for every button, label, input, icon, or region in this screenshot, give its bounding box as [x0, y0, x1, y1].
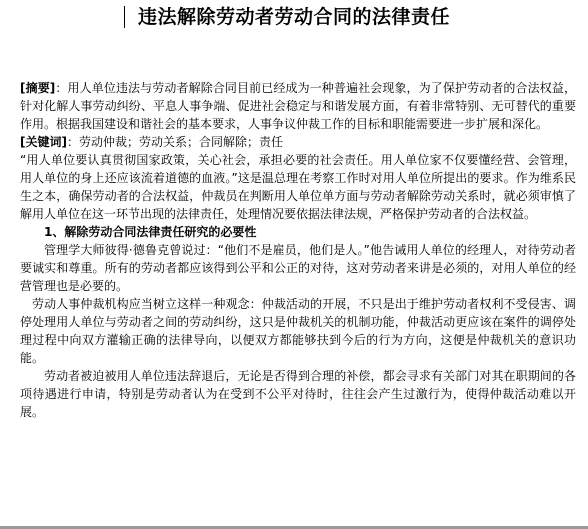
body-paragraph-2: 管理学大师彼得·德鲁克曾说过：“他们不是雇员，他们是人。”他告诫用人单位的经理人，对待劳动者要诚实和尊重。所有的劳动者都应该得到公平和公正的对待，这对劳动者来讲是必须的，对用人单位的经营管理也是必要的。 [20, 243, 576, 293]
document-body [20, 79, 576, 421]
body-paragraph-3: 劳动人事仲裁机构应当树立这样一种观念：仲裁活动的开展，不只是出于维护劳动者权利不受侵害、调停处理用人单位与劳动者之间的劳动纠纷，这只是仲裁机关的机制功能，仲裁活动更应该在案件的调停处理过程中向双方灌输正确的法律导向，以便双方都能够扶到今后的行为方向，这便是仲裁机关的意识功能。 [20, 297, 576, 365]
section-heading: 1、解除劳动合同法律责任研究的必要性 [44, 225, 257, 239]
abstract-text: ：用人单位违法与劳动者解除合同目前已经成为一种普遍社会现象，为了保护劳动者的合法权益，针对化解人事劳动纠纷、平息人事争端、促进社会稳定与和谐发展方面，有着非常特别、无可替代的重要作用。根据我国建设和谐社会的基本要求，人事争议仲裁工作的目标和职能需要进一步扩展和深化。 [20, 81, 576, 131]
keywords-label: [关键词] [20, 135, 67, 149]
abstract-paragraph [20, 79, 576, 133]
keywords-text: ：劳动仲裁；劳动关系；合同解除；责任 [66, 135, 283, 149]
text-cursor [124, 6, 125, 28]
body-paragraph-4: 劳动者被迫被用人单位违法辞退后，无论是否得到合理的补偿，都会寻求有关部门对其在职期间的各项待遇进行申请，特别是劳动者认为在受到不公平对待时，往往会产生过激行为，使得仲裁活动难以开展。 [20, 369, 576, 419]
body-paragraph-1: “用人单位要认真贯彻国家政策，关心社会，承担必要的社会责任。用人单位家不仅要懂经营、会管理，用人单位的身上还应该流着道德的血液。”这是温总理在考察工作时对用人单位所提出的要求。作为维系民生之本，确保劳动者的合法权益，仲裁员在判断用人单位单方面与劳动者解除劳动关系时，就必须审慎了解用人单位在这一环节出现的法律责任，处理情况要依据法律法规，严格保护劳动者的合法权益。 [20, 153, 576, 221]
keywords-paragraph [20, 133, 576, 151]
abstract-label: [摘要] [20, 81, 56, 95]
document-title: 违法解除劳动者劳动合同的法律责任 [137, 6, 450, 28]
